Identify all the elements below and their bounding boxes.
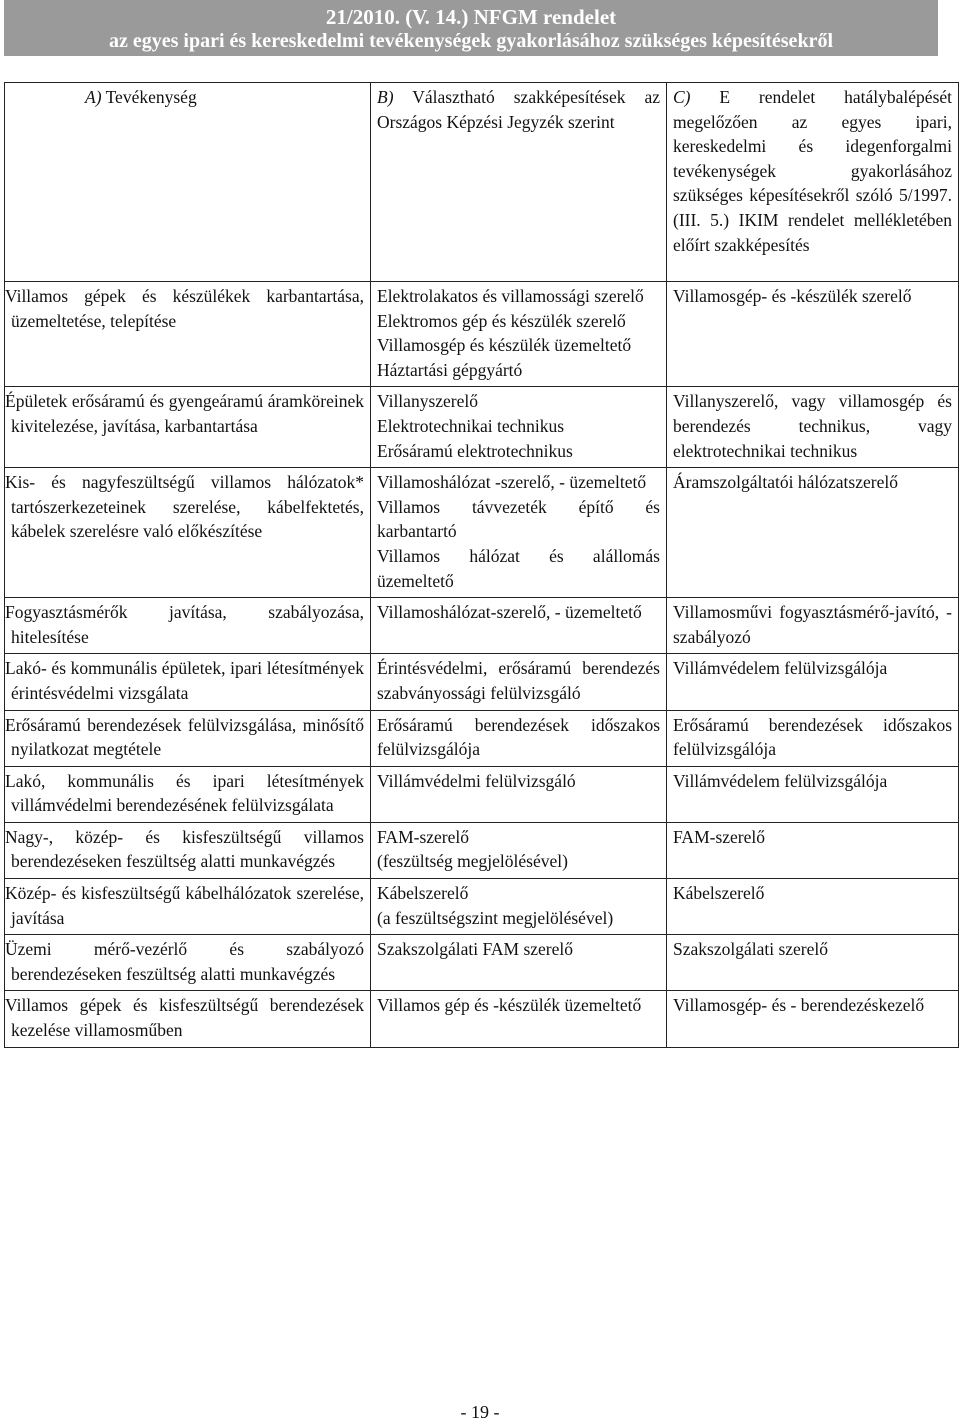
activity-cell [5,387,371,468]
activity-cell [5,598,371,654]
okj-qualification-cell: Kábelszerelő (a feszültségszint megjelölésével) [371,879,667,935]
activity-text: Lakó, kommunális és ipari létesítmények villámvédelmi berendezésének felülvizsgálata [5,770,364,816]
okj-qualification-cell: Szakszolgálati FAM szerelő [371,935,667,991]
ikim-qualification-cell: Villámvédelem felülvizsgálója [667,766,959,822]
activity-text: Üzemi mérő-vezérlő és szabályozó berendezéseken feszültség alatti munkavégzés [5,939,364,984]
activity-text: Lakó- és kommunális épületek, ipari létesítmények érintésvédelmi vizsgálata [5,658,364,703]
table-row [5,282,959,387]
activity-cell [5,935,371,991]
okj-qualification-cell: Villámvédelmi felülvizsgáló [371,766,667,822]
okj-qualification-cell: Villamoshálózat -szerelő, - üzemeltető Villamos távvezeték építő és karbantartó Villamos hálózat és alállomás üzemeltető [371,468,667,598]
ikim-qualification-cell: Szakszolgálati szerelő [667,935,959,991]
table-row [5,766,959,822]
regulation-title: 21/2010. (V. 14.) NFGM rendelet [325,5,617,29]
okj-qualification-cell: FAM-szerelő (feszültség megjelölésével) [371,822,667,878]
ikim-qualification-cell: Villámvédelem felülvizsgálója [667,654,959,710]
activity-text: Villamos gépek és kisfeszültségű berendezések kezelése villamosműben [5,995,364,1041]
table-row [5,991,959,1047]
activity-text: Épületek erősáramú és gyengeáramú áramköreinek kivitelezése, javítása, karbantartása [5,391,364,436]
column-header-a: A) Tevékenység [5,83,371,282]
ikim-qualification-cell: Villamosgép- és - berendezéskezelő [667,991,959,1047]
ikim-qualification-cell: Villamosgép- és -készülék szerelő [667,282,959,387]
activity-cell [5,282,371,387]
table-row [5,879,959,935]
okj-qualification-cell: Villamoshálózat-szerelő, - üzemeltető [371,598,667,654]
okj-qualification-cell: Villanyszerelő Elektrotechnikai technikus Erősáramú elektrotechnikus [371,387,667,468]
table-row [5,822,959,878]
okj-qualification-cell: Elektrolakatos és villamossági szerelő Elektromos gép és készülék szerelő Villamosgép és készülék üzemeltető Háztartási gépgyártó [371,282,667,387]
table-row [5,935,959,991]
activity-cell [5,991,371,1047]
okj-qualification-cell: Érintésvédelmi, erősáramú berendezés szabványossági felülvizsgáló [371,654,667,710]
okj-qualification-cell: Erősáramú berendezések időszakos felülvizsgálója [371,710,667,766]
activity-text: Fogyasztásmérők javítása, szabályozása, hitelesítése [5,602,364,647]
document-header [4,0,938,56]
activity-cell [5,654,371,710]
activity-text: Kis- és nagyfeszültségű villamos hálózatok* tartószerkezeteinek szerelése, kábelfektetés, kábelek szerelésre való előkészítése [5,472,364,542]
ikim-qualification-cell: Áramszolgáltatói hálózatszerelő [667,468,959,598]
regulation-subtitle: az egyes ipari és kereskedelmi tevékenységek gyakorlásához szükséges képesítésekről [109,30,833,52]
table-row [5,710,959,766]
table-row [5,598,959,654]
table-header-row [5,83,959,282]
activity-text: Közép- és kisfeszültségű kábelhálózatok szerelése, javítása [5,883,364,928]
activity-cell [5,468,371,598]
activity-cell [5,766,371,822]
activity-cell [5,879,371,935]
activity-text: Nagy-, közép- és kisfeszültségű villamos berendezéseken feszültség alatti munkavégzés [5,826,364,872]
ikim-qualification-cell: Villamosművi fogyasztásmérő-javító, -szabályozó [667,598,959,654]
table-row [5,654,959,710]
activity-text: Villamos gépek és készülékek karbantartása, üzemeltetése, telepítése [5,286,364,331]
okj-qualification-cell: Villamos gép és -készülék üzemeltető [371,991,667,1047]
table-row [5,468,959,598]
activity-cell [5,822,371,878]
activity-cell [5,710,371,766]
ikim-qualification-cell: Kábelszerelő [667,879,959,935]
ikim-qualification-cell: Villanyszerelő, vagy villamosgép és berendezés technikus, vagy elektrotechnikai technikus [667,387,959,468]
activity-text: Erősáramú berendezések felülvizsgálása, minősítő nyilatkozat megtétele [5,714,364,760]
qualification-table [4,82,959,1048]
ikim-qualification-cell: FAM-szerelő [667,822,959,878]
table-row [5,387,959,468]
column-header-b: B) Választható szakképesítések az Országos Képzési Jegyzék szerint [371,83,667,282]
ikim-qualification-cell: Erősáramú berendezések időszakos felülvizsgálója [667,710,959,766]
page-number: - 19 - [460,1402,500,1422]
column-header-c: C) E rendelet hatálybalépését megelőzően az egyes ipari, kereskedelmi és idegenforgalmi tevékenységek gyakorlásához szükséges képesítésekről szóló 5/1997. (III. 5.) IKIM rendelet mellékletében előírt szakképesítés [667,83,959,282]
